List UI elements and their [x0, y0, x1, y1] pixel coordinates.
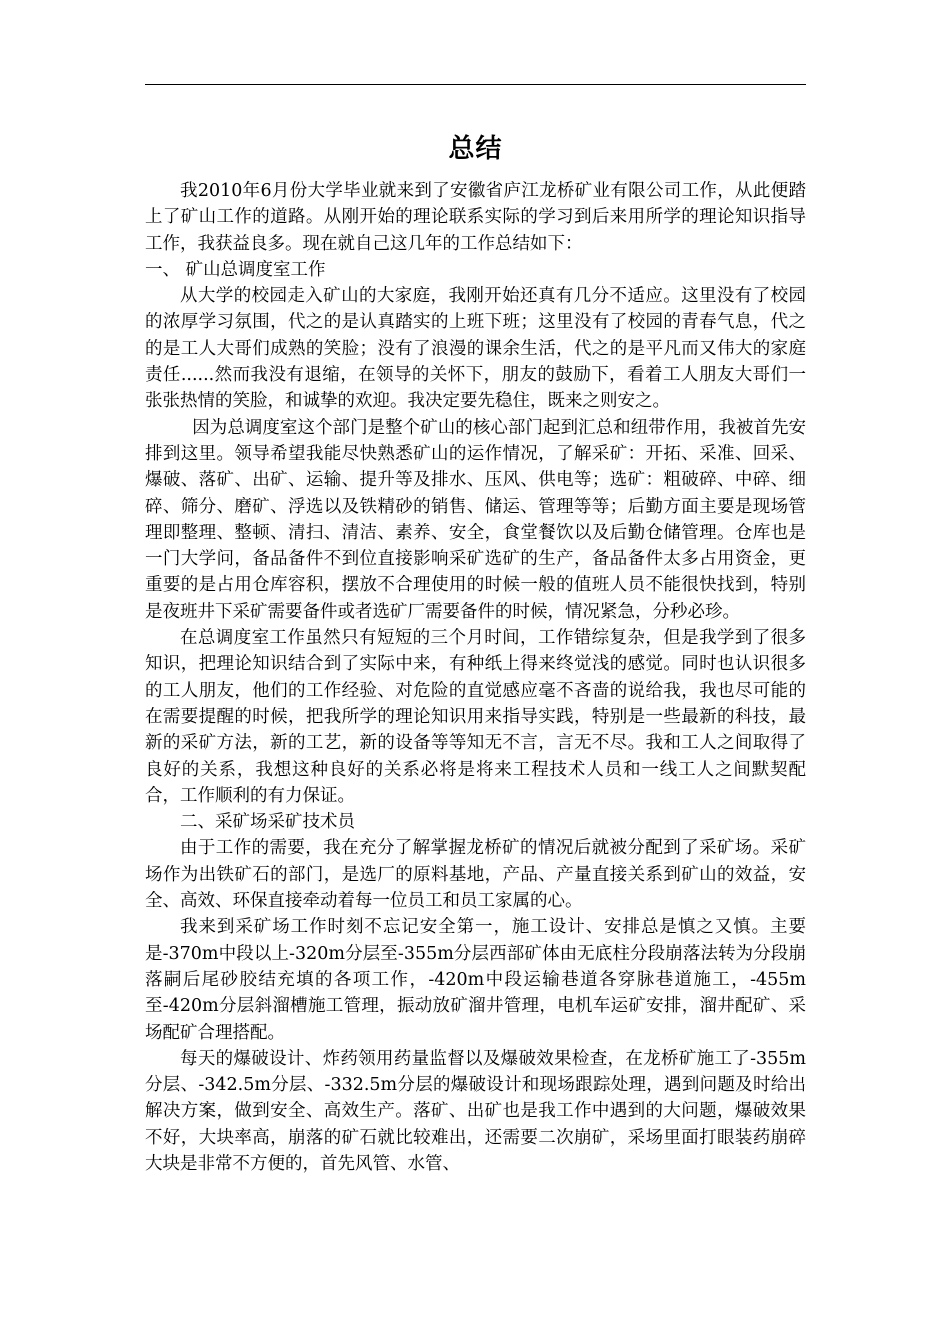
paragraph-5: 在总调度室工作虽然只有短短的三个月时间，工作错综复杂，但是我学到了很多知识，把理论知识结合到了实际中来，有种纸上得来终觉浅的感觉。同时也认识很多的工人朋友，他们的工作经验、对危险的直觉感应毫不吝啬的说给我，我也尽可能的在需要提醒的时候，把我所学的理论知识用来指导实践，特别是一些最新的科技，最新的采矿方法，新的工艺，新的设备等等知无不言，言无不尽。我和工人之间取得了良好的关系，我想这种良好的关系必将是将来工程技术人员和一线工人之间默契配合，工作顺利的有力保证。 [145, 628, 806, 806]
page-title: 总结 [448, 134, 503, 164]
paragraph-4: 因为总调度室这个部门是整个矿山的核心部门起到汇总和纽带作用，我被首先安排到这里。领导希望我能尽快熟悉矿山的运作情况，了解采矿：开拓、采准、回采、爆破、落矿、出矿、运输、提升等及排水、压风、供电等；选矿：粗破碎、中碎、细碎、筛分、磨矿、浮选以及铁精砂的销售、储运、管理等等；后勤方面主要是现场管理即整理、整顿、清扫、清洁、素养、安全，食堂餐饮以及后勤仓储管理。仓库也是一门大学问，备品备件不到位直接影响采矿选矿的生产，备品备件太多占用资金，更重要的是占用仓库容积，摆放不合理使用的时候一般的值班人员不能很快找到，特别是夜班井下采矿需要备件或者选矿厂需要备件的时候，情况紧急，分秒必珍。 [145, 417, 806, 622]
document-body [145, 178, 806, 1177]
paragraph-6: 二、采矿场采矿技术员 [180, 812, 355, 833]
header-rule [145, 84, 806, 85]
paragraph-3: 从大学的校园走入矿山的大家庭，我刚开始还真有几分不适应。这里没有了校园的浓厚学习氛围，代之的是认真踏实的上班下班；这里没有了校园的青春气息，代之的是工人大哥们成熟的笑脸；没有了浪漫的课余生活，代之的是平凡而又伟大的家庭责任......然而我没有退缩，在领导的关怀下，朋友的鼓励下，看着工人朋友大哥们一张张热情的笑脸，和诚挚的欢迎。我决定要先稳住，既来之则安之。 [145, 286, 806, 412]
paragraph-7: 由于工作的需要，我在充分了解掌握龙桥矿的情况后就被分配到了采矿场。采矿场作为出铁矿石的部门，是选厂的原料基地，产品、产量直接关系到矿山的效益，安全、高效、环保直接牵动着每一位员工和员工家属的心。 [145, 838, 806, 912]
paragraph-2: 一、 矿山总调度室工作 [145, 259, 326, 280]
paragraph-8: 我来到采矿场工作时刻不忘记安全第一，施工设计、安排总是慎之又慎。主要是-370m中段以上-320m分层至-355m分层西部矿体由无底柱分段崩落法转为分段崩落嗣后尾砂胶结充填的各项工作，-420m中段运输巷道各穿脉巷道施工，-455m至-420m分层斜溜槽施工管理，振动放矿溜井管理，电机车运矿安排，溜井配矿、采场配矿合理搭配。 [145, 917, 806, 1043]
paragraph-9: 每天的爆破设计、炸药领用药量监督以及爆破效果检查，在龙桥矿施工了-355m分层、-342.5m分层、-332.5m分层的爆破设计和现场跟踪处理，遇到问题及时给出解决方案，做到安全、高效生产。落矿、出矿也是我工作中遇到的大问题，爆破效果不好，大块率高，崩落的矿石就比较难出，还需要二次崩矿，采场里面打眼装药崩碎大块是非常不方便的，首先风管、水管、 [145, 1048, 806, 1174]
paragraph-1: 我2010年6月份大学毕业就来到了安徽省庐江龙桥矿业有限公司工作，从此便踏上了矿山工作的道路。从刚开始的理论联系实际的学习到后来用所学的理论知识指导工作，我获益良多。现在就自己这几年的工作总结如下： [145, 181, 806, 254]
